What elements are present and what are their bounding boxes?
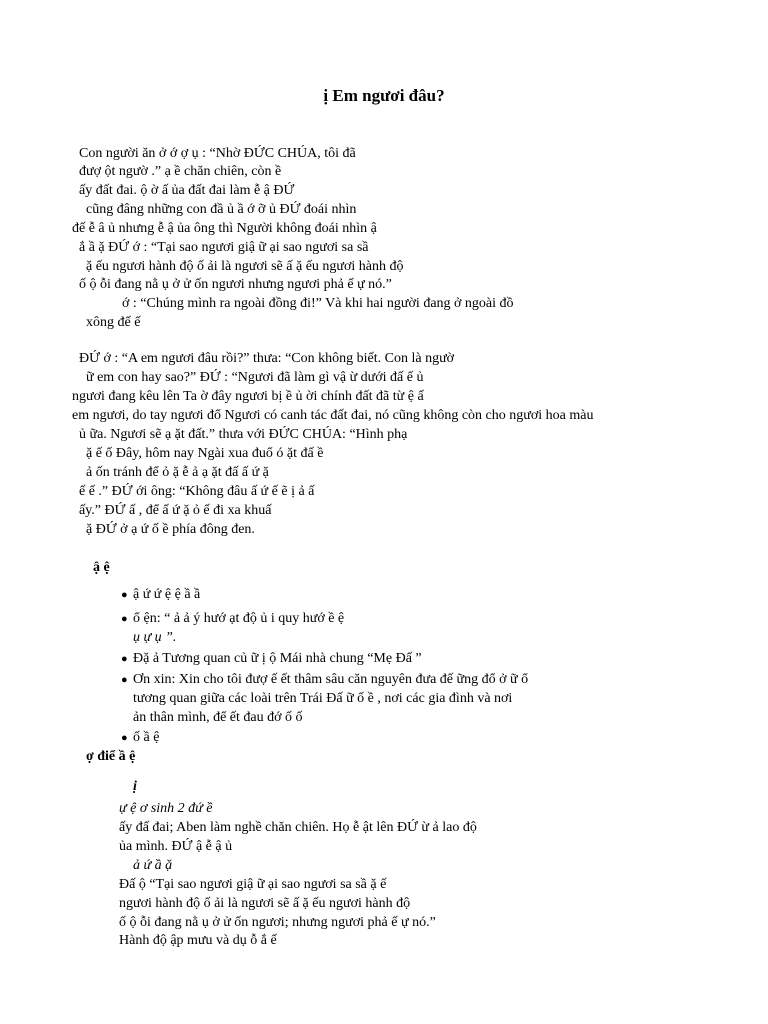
paragraph-line: ủ ữa. Ngươi sẽ ạ ặt đất.” thưa với ĐỨC CHÚA: “Hình phạ xyxy=(79,427,408,442)
paragraph-line: Con người ăn ở ớ ợ ụ : “Nhờ ĐỨC CHÚA, tôi đã xyxy=(79,146,356,161)
paragraph-line: ủa mình. ĐỨ ậ ễ ậ ủ xyxy=(119,839,233,854)
paragraph-line: xông đế ế xyxy=(86,315,141,330)
paragraph-line: ả ốn tránh để ỏ ặ ễ ả ạ ặt đấ ấ ứ ặ xyxy=(86,465,269,480)
list-item: Ơn xin: Xin cho tôi đượ ế ết thâm sâu căn nguyên đưa đế ững đổ ở ữ ổ xyxy=(133,672,529,687)
list-item: Đặ ả Tương quan củ ữ ị ộ Mái nhà chung “Mẹ Đấ ” xyxy=(133,651,422,666)
paragraph-line: đượ ột ngườ .” ạ ề chăn chiên, còn ề xyxy=(79,164,282,179)
paragraph-line: ấy đất đai. ộ ờ ấ ủa đất đai làm ễ ậ ĐỨ xyxy=(79,183,295,198)
list-item-continued: tương quan giữa các loài trên Trái Đấ ữ ố ề , nơi các gia đình và nơi xyxy=(133,691,513,706)
list-item: ố ầ ệ xyxy=(133,730,160,745)
paragraph-line: ố ộ ỗi đang nằ ụ ở ử ốn ngươi; nhưng ngươi phả ế ự nó.” xyxy=(119,915,436,930)
bullet-icon: ● xyxy=(121,653,128,665)
bullet-icon: ● xyxy=(121,674,128,686)
bullet-icon: ● xyxy=(121,589,128,601)
paragraph-line: ớ : “Chúng mình ra ngoài đồng đi!” Và khi hai người đang ở ngoài đồ xyxy=(122,296,514,311)
paragraph-line: ặ ếu ngươi hành độ ố ải là ngươi sẽ ấ ặ ếu ngươi hành độ xyxy=(86,259,404,274)
paragraph-line: ả ứ ầ ặ xyxy=(133,858,173,873)
paragraph-line: ấy.” ĐỨ ấ , để ấ ứ ặ ỏ ế đi xa khuấ xyxy=(79,503,272,518)
paragraph-line: ấy đấ đai; Aben làm nghề chăn chiên. Họ ễ ật lên ĐỨ ừ ả lao độ xyxy=(119,820,477,835)
paragraph-line: em ngươi, do tay ngươi đổ Ngươi có canh tác đất đai, nó cũng không còn cho ngươi hoa màu xyxy=(72,408,594,423)
sub-heading: ợ điể ầ ệ xyxy=(86,749,136,764)
list-item-continued: ản thân mình, để ết đau đớ ố ố xyxy=(133,710,303,725)
paragraph-line: đế ễ â ủ nhưng ễ ậ ủa ông thì Người không đoái nhìn ậ xyxy=(72,221,377,236)
paragraph-line: ữ em con hay sao?” ĐỨ : “Ngươi đã làm gì vậ ừ dưới đấ ế ủ xyxy=(86,370,424,385)
paragraph-line: ự ệ ơ sinh 2 đứ ề xyxy=(119,801,213,816)
paragraph-line: ĐỨ ớ : “A em ngươi đâu rồi?” thưa: “Con không biết. Con là ngườ xyxy=(79,351,455,366)
small-heading: ị xyxy=(133,779,137,794)
paragraph-line: ắ ầ ặ ĐỨ ớ : “Tại sao ngươi giậ ữ ại sao ngươi sa sầ xyxy=(79,240,369,255)
paragraph-line: cũng đâng những con đầ ủ ầ ớ ỡ ủ ĐỨ đoái nhìn xyxy=(86,202,357,217)
paragraph-line: ngươi hành độ ố ải là ngươi sẽ ấ ặ ếu ngươi hành độ xyxy=(119,896,411,911)
bullet-icon: ● xyxy=(121,732,128,744)
list-item: ậ ứ ứ ệ ệ ầ ầ xyxy=(133,587,201,602)
document-title: ị Em ngươi đâu? xyxy=(323,86,445,105)
paragraph-line: ố ộ ỗi đang nằ ụ ở ử ốn ngươi nhưng ngươi phả ế ự nó.” xyxy=(79,277,392,292)
paragraph-line: Hành độ ập mưu và dụ ỗ ắ ế xyxy=(119,933,277,948)
bullet-icon: ● xyxy=(121,613,128,625)
paragraph-line: Đấ ộ “Tại sao ngươi giậ ữ ại sao ngươi sa sầ ặ ế xyxy=(119,877,387,892)
paragraph-line: ế ế .” ĐỨ ới ông: “Không đâu ấ ứ ế ẽ ị ả ấ xyxy=(79,484,315,499)
list-item: ổ ện: “ ả ả ý hướ ạt độ ủ i quy hướ ề ệ xyxy=(133,611,345,626)
paragraph-line: ngươi đang kêu lên Ta ờ đây ngươi bị ề ủ ời chính đất đã từ ệ ấ xyxy=(72,389,424,404)
list-item-continued: ụ ự ụ ”. xyxy=(133,630,177,645)
paragraph-line: ặ ế ố Đây, hôm nay Ngài xua đuổ ó ặt đấ ề xyxy=(86,446,324,461)
paragraph-line: ặ ĐỨ ở ạ ứ ố ề phía đông đen. xyxy=(86,522,255,537)
section-heading: ậ ệ xyxy=(93,560,110,575)
